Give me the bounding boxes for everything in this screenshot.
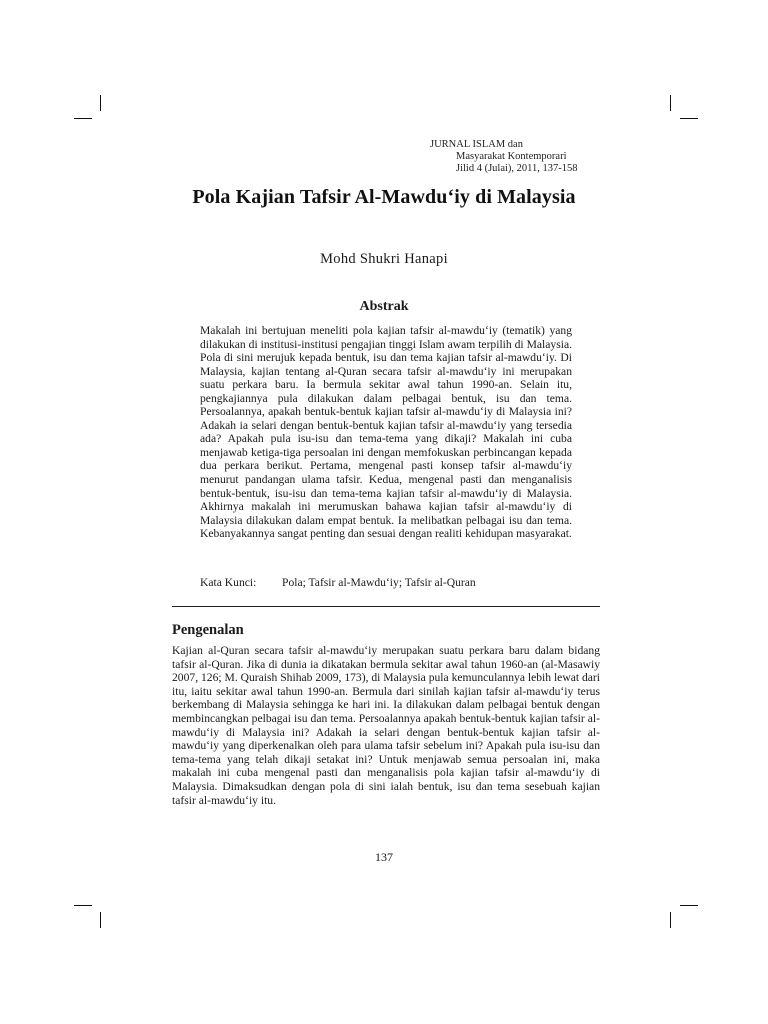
crop-mark — [74, 905, 92, 906]
abstract-heading: Abstrak — [359, 299, 409, 314]
crop-mark — [670, 912, 671, 928]
abstract-paragraph: Makalah ini bertujuan meneliti pola kajian tafsir al-mawdu‘iy (tematik) yang dilakukan di institusi-institusi pengajian tinggi Islam awam terpilih di Malaysia. Pola di sini merujuk kepada bentuk, isu dan tema kajian tafsir al-mawdu‘iy. Di Malaysia, kajian tentang al-Quran secara tafsir al-mawdu‘iy ini merupakan suatu perkara baru. Ia bermula sekitar awal tahun 1990-an. Selain itu, pengkajiannya pula dilakukan dalam pelbagai bentuk, isu dan tema. Persoalannya, apakah bentuk-bentuk kajian tafsir al-mawdu‘iy di Malaysia ini? Adakah ia selari dengan bentuk-bentuk kajian tafsir al-mawdu‘iy yang tersedia ada? Apakah pula isu-isu dan tema-tema yang dikaji? Makalah ini cuba menjawab ketiga-tiga persoalan ini dengan memfokuskan perbincangan kepada dua perkara berikut. Pertama, mengenal pasti konsep tafsir al-mawdu‘iy menurut pandangan ulama tafsir. Kedua, mengenal pasti dan menganalisis bentuk-bentuk, isu-isu dan tema-tema kajian tafsir al-mawdu‘iy di Malaysia. Akhirnya makalah ini merumuskan bahawa kajian tafsir al-mawdu‘iy di Malaysia dilakukan dalam empat bentuk. Ia melibatkan pelbagai isu dan tema. Kebanyakannya sangat penting dan sesuai dengan realiti kehidupan masyarakat. — [200, 324, 572, 541]
paper-title: Pola Kajian Tafsir Al-Mawdu‘iy di Malaysia — [192, 186, 576, 208]
crop-mark — [670, 95, 671, 111]
abstract-body — [200, 324, 572, 541]
journal-info — [430, 139, 578, 175]
keywords-value: Pola; Tafsir al-Mawdu‘iy; Tafsir al-Quran — [282, 576, 476, 589]
section-heading: Pengenalan — [172, 622, 244, 638]
page-number: 137 — [375, 850, 393, 864]
keywords-label: Kata Kunci: — [200, 576, 257, 589]
section-body — [172, 644, 600, 807]
crop-mark — [680, 118, 698, 119]
crop-mark — [74, 118, 92, 119]
author-name: Mohd Shukri Hanapi — [320, 251, 448, 267]
body-paragraph: Kajian al-Quran secara tafsir al-mawdu‘iy merupakan suatu perkara baru dalam bidang tafsir al-Quran. Jika di dunia ia dikatakan bermula sekitar awal tahun 1960-an (al-Masawiy 2007, 126; M. Quraish Shihab 2009, 173), di Malaysia pula kemunculannya lebih lewat dari itu, iaitu sekitar awal tahun 1990-an. Bermula dari sinilah kajian tafsir al-mawdu‘iy terus berkembang di Malaysia sehingga ke hari ini. Ia dilakukan dalam pelbagai bentuk dengan membincangkan pelbagai isu dan tema. Persoalannya apakah bentuk-bentuk kajian tafsir al-mawdu‘iy di Malaysia ini? Adakah ia selari dengan bentuk-bentuk kajian tafsir al-mawdu‘iy yang diperkenalkan oleh para ulama tafsir sebelum ini? Apakah pula isu-isu dan tema-tema yang telah dikaji setakat ini? Untuk menjawab semua persoalan ini, maka makalah ini cuba mengenal pasti dan menganalisis pola kajian tafsir al-mawdu‘iy di Malaysia. Dimaksudkan dengan pola di sini ialah bentuk, isu dan tema sesebuah kajian tafsir al-mawdu‘iy itu. — [172, 644, 600, 807]
journal-volume: Jilid 4 (Julai), 2011, 137-158 — [456, 163, 578, 174]
keywords — [200, 576, 476, 589]
crop-mark — [680, 905, 698, 906]
journal-name: JURNAL ISLAM dan — [430, 139, 523, 150]
section-divider — [172, 606, 600, 607]
journal-subtitle: Masyarakat Kontemporari — [456, 151, 567, 162]
crop-mark — [100, 95, 101, 111]
crop-mark — [100, 912, 101, 928]
